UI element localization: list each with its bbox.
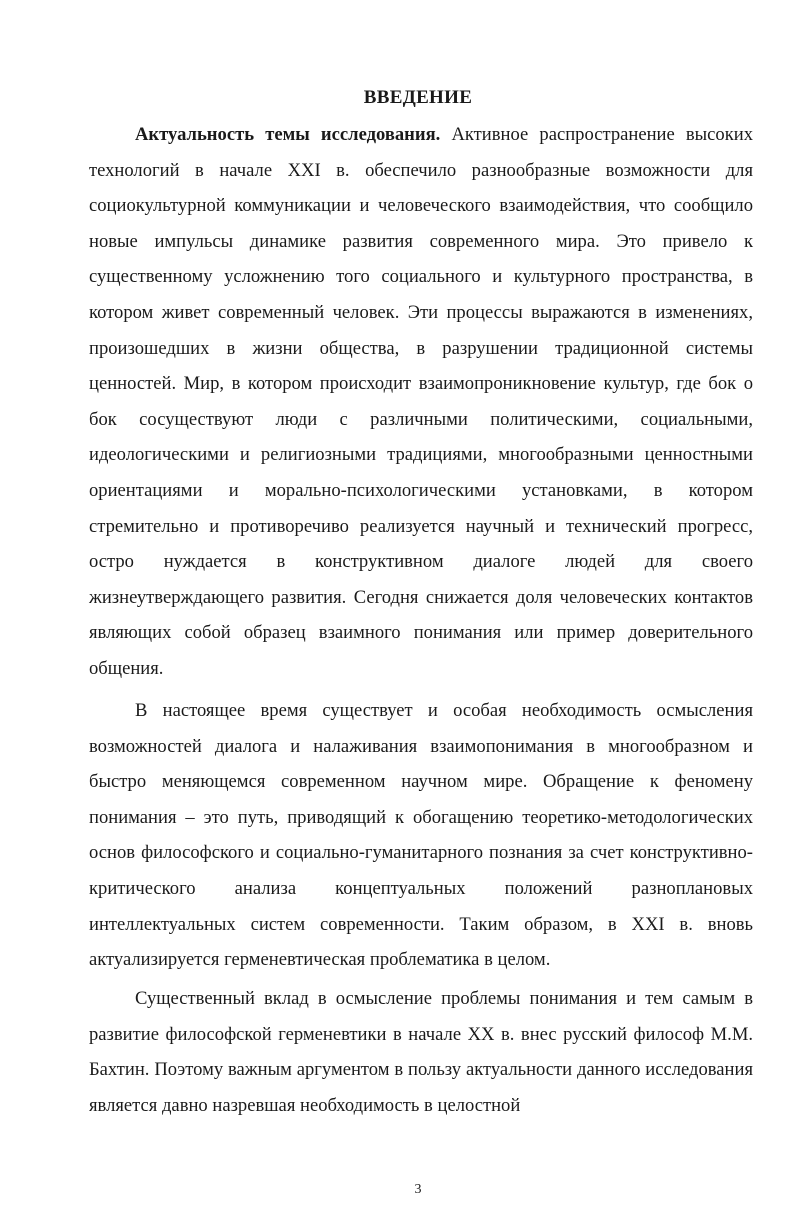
paragraph-relevance — [89, 117, 753, 687]
section-title: ВВЕДЕНИЕ — [363, 87, 473, 108]
paragraph-dialogue-necessity: В настоящее время существует и особая необходимость осмысления возможностей диалога и налаживания взаимопонимания в многообразном и быстро меняющемся современном научном мире. Обращение к феномену понимания – это путь, приводящий к обогащению теоретико-методологических основ философского и социально-гуманитарного познания за счет конструктивно-критического анализа концептуальных положений разноплановых интеллектуальных систем современности. Таким образом, в XXI в. вновь актуализируется герменевтическая проблематика в целом. — [89, 700, 753, 971]
page-number: 3 — [414, 1182, 422, 1197]
paragraph-lead-heading: Актуальность темы исследования. — [135, 124, 441, 145]
paragraph-body: Активное распространение высоких технологий в начале XXI в. обеспечило разнообразные возможности для социокультурной коммуникации и человеческого взаимодействия, что сообщило новые импульсы динамике развития современного мира. Это привело к существенному усложнению того социального и культурного пространства, в котором живет современный человек. Эти процессы выражаются в изменениях, произошедших в жизни общества, в разрушении традиционной системы ценностей. Мир, в котором происходит взаимопроникновение культур, где бок о бок сосуществуют люди с различными политическими, социальными, идеологическими и религиозными традициями, многообразными ценностными ориентациями и морально-психологическими установками, в котором стремительно и противоречиво реализуется научный и технический прогресс, остро нуждается в конструктивном диалоге людей для своего жизнеутверждающего развития. Сегодня снижается доля человеческих контактов являющих собой образец взаимного понимания или пример доверительного общения. — [89, 124, 753, 679]
paragraph-bakhtin-contribution: Существенный вклад в осмысление проблемы понимания и тем самым в развитие философской герменевтики в начале XX в. внес русский философ М.М. Бахтин. Поэтому важным аргументом в пользу актуальности данного исследования является давно назревшая необходимость в целостной — [89, 988, 753, 1116]
